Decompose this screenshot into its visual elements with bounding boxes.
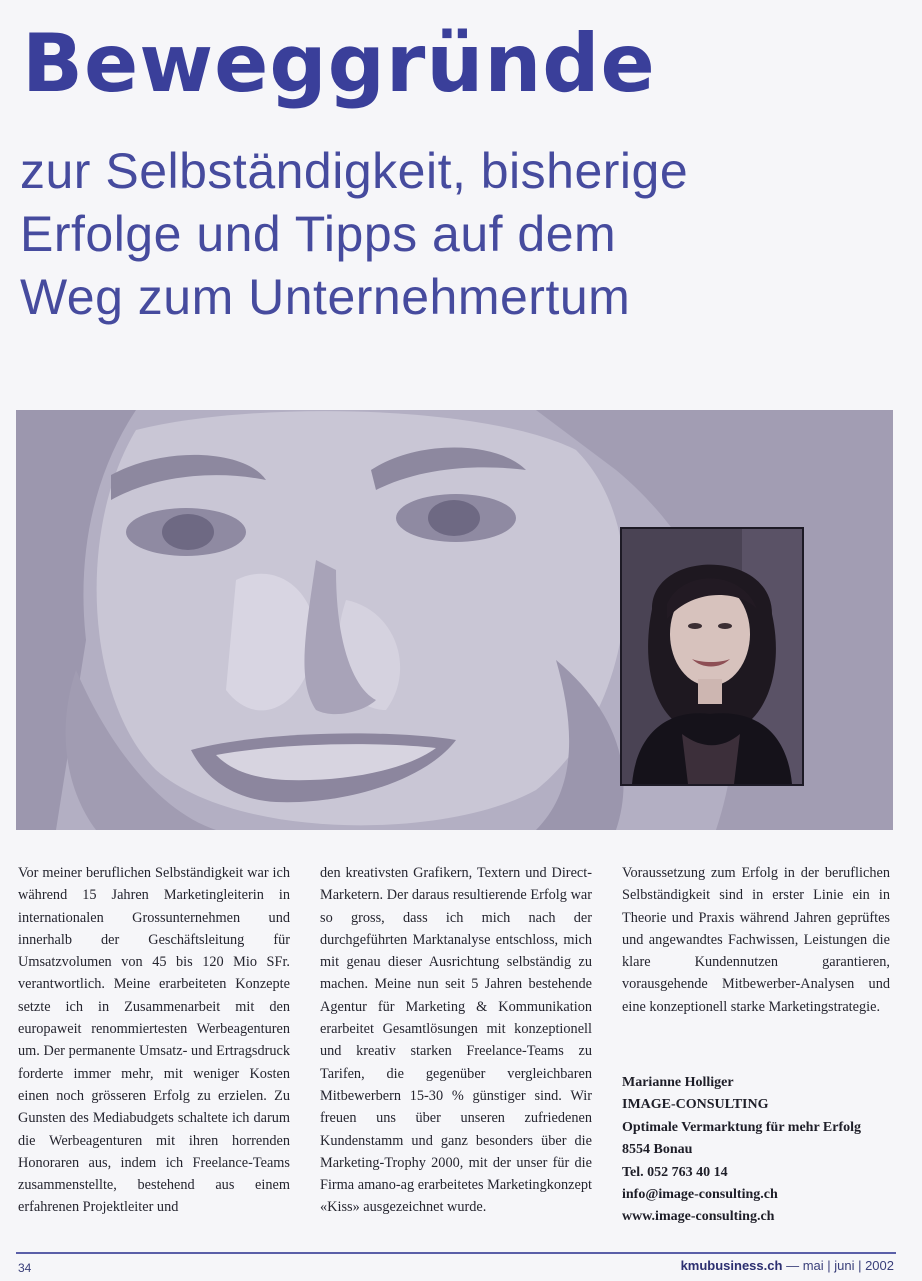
footer-rule: [16, 1252, 896, 1254]
portrait-graphic: [622, 529, 802, 784]
page-number: 34: [18, 1261, 32, 1275]
footer-separator: —: [786, 1258, 800, 1273]
article-column-2: den kreativsten Grafikern, Textern und Direct-Marketern. Der daraus resultierende Erfolg war so gross, dass ich mich nach der durchgeführten Marktanalyse entschloss, mich mit genau dieser Ausrichtung selbständig zu machen. Meine nun seit 5 Jahren bestehende Agentur für Marketing & Kommunikation erarbeitet Gesamtlösungen mit konzeptionell und kreativ starken Freelance-Teams zu Tarifen, die gegenüber vergleichbaren Mitbewerbern 15-30 % günstiger sind. Wir freuen uns über unseren zufriedenen Kundenstamm und ganz besonders über die Marketing-Trophy 2000, mit der unser für die Firma amano-ag erarbeitetes Marketingkonzept «Kiss» ausgezeichnet wurde.: [320, 865, 592, 1216]
contact-address: 8554 Bonau: [622, 1142, 693, 1158]
subheadline: [20, 140, 910, 329]
article-column-3: Voraussetzung zum Erfolg in der beruflichen Selbständigkeit sind in erster Linie ein in Theorie und Praxis während Jahren geprüftes und angewandtes Fachwissen, Leistungen die klare Kundennutzen garantieren, vorausgehende Mitbewerber-Analysen und eine konzeptionell starke Marketingstrategie.: [622, 865, 890, 1015]
contact-block: [622, 1072, 892, 1229]
contact-tagline: Optimale Vermarktung für mehr Erfolg: [622, 1119, 862, 1135]
headline: Beweggründe: [22, 17, 656, 110]
subhead-line-1: zur Selbständigkeit, bisherige: [20, 143, 689, 199]
issue-date: mai | juni | 2002: [802, 1258, 894, 1273]
contact-email[interactable]: info@image-consulting.ch: [622, 1187, 778, 1203]
article-column-1: Vor meiner beruflichen Selbständigkeit war ich während 15 Jahren Marketingleiterin in internationalen Grossunternehmen und innerhalb der Geschäftsleitung für Umsatzvolumen von 45 bis 120 Mio SFr. verantwortlich. Meine erarbeiteten Konzepte setzte ich in Zusammenarbeit mit den europaweit renommiertesten Werbeagenturen um. Der permanente Umsatz- und Ertragsdruck forderte immer mehr, mit weniger Kosten einen noch grösseren Erfolg zu erzielen. Zu Gunsten des Mediabudgets schaltete ich darum die Werbeagenturen mit ihren horrenden Honoraren aus, indem ich Freelance-Teams zusammenstellte, bestehend aus einem erfahrenen Projektleiter und: [18, 865, 290, 1216]
footer-publication: [681, 1258, 894, 1273]
contact-phone: Tel. 052 763 40 14: [622, 1164, 728, 1180]
contact-company: IMAGE-CONSULTING: [622, 1097, 769, 1113]
author-portrait-photo: [620, 527, 804, 786]
subhead-line-3: Weg zum Unternehmertum: [20, 269, 631, 325]
contact-website[interactable]: www.image-consulting.ch: [622, 1209, 775, 1225]
contact-name: Marianne Holliger: [622, 1075, 734, 1090]
publication-name: kmubusiness.ch: [680, 1258, 783, 1273]
subhead-line-2: Erfolge und Tipps auf dem: [20, 206, 617, 262]
